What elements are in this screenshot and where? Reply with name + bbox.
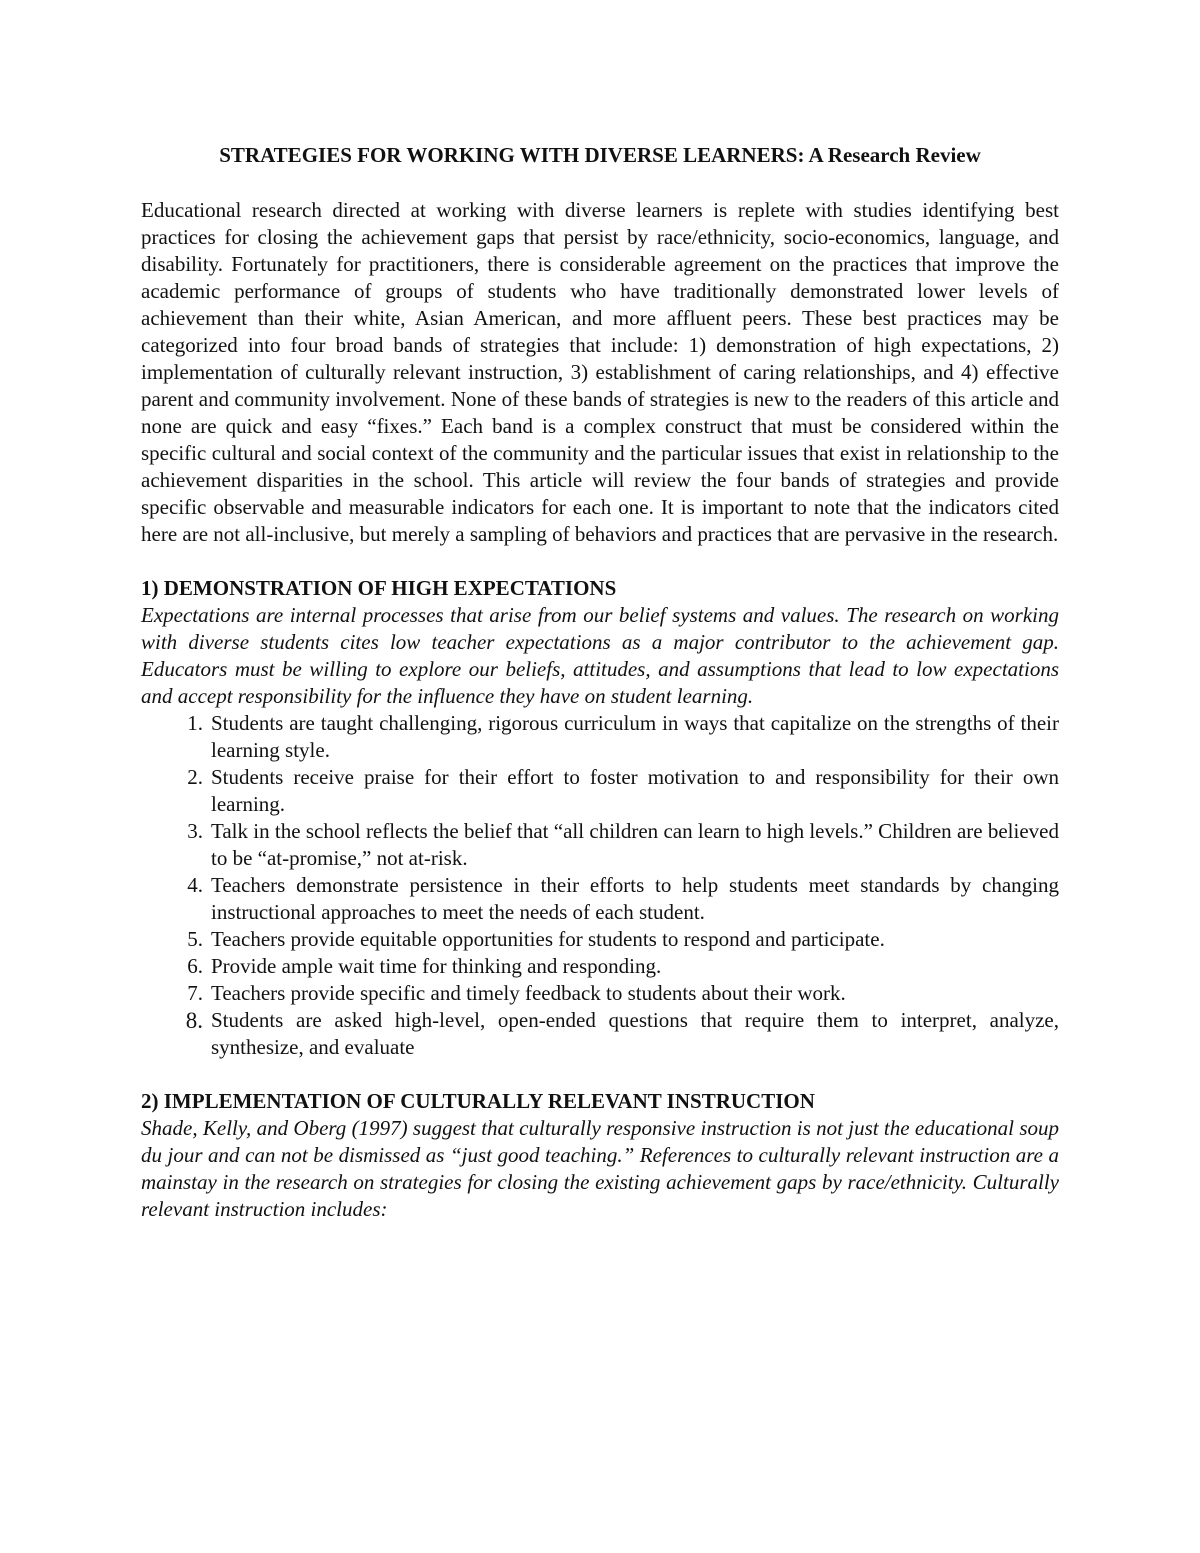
list-item (141, 1007, 1059, 1061)
list-item-number: 6. (187, 954, 203, 978)
list-item-number: 2. (187, 765, 203, 789)
document-title: STRATEGIES FOR WORKING WITH DIVERSE LEARNERS: A Research Review (219, 143, 981, 167)
list-item-text: Teachers provide specific and timely feedback to students about their work. (211, 981, 846, 1005)
list-item-text: Students receive praise for their effort to foster motivation to and responsibility for their own learning. (211, 765, 1059, 816)
intro-paragraph: Educational research directed at working with diverse learners is replete with studies identifying best practices for closing the achievement gaps that persist by race/ethnicity, socio-economics, language, and disability. Fortunately for practitioners, there is considerable agreement on the practices that improve the academic performance of groups of students who have traditionally demonstrated lower levels of achievement than their white, Asian American, and more affluent peers. These best practices may be categorized into four broad bands of strategies that include: 1) demonstration of high expectations, 2) implementation of culturally relevant instruction, 3) establishment of caring relationships, and 4) effective parent and community involvement. None of these bands of strategies is new to the readers of this article and none are quick and easy “fixes.” Each band is a complex construct that must be considered within the specific cultural and social context of the community and the particular issues that exist in relationship to the achievement disparities in the school. This article will review the four bands of strategies and provide specific observable and measurable indicators for each one. It is important to note that the indicators cited here are not all-inclusive, but merely a sampling of behaviors and practices that are pervasive in the research. (141, 198, 1059, 546)
section-2-heading: 2) IMPLEMENTATION OF CULTURALLY RELEVANT INSTRUCTION (141, 1089, 815, 1113)
list-item (141, 872, 1059, 926)
list-item-number: 3. (187, 819, 203, 843)
list-item-text: Students are asked high-level, open-ended questions that require them to interpret, analyze, synthesize, and evaluate (211, 1008, 1059, 1059)
list-item-number: 1. (187, 711, 203, 735)
list-item-number: 5. (187, 927, 203, 951)
section-culturally-relevant-instruction (141, 1088, 1059, 1223)
section-2-lead: Shade, Kelly, and Oberg (1997) suggest that culturally responsive instruction is not just the educational soup du jour and can not be dismissed as “just good teaching.” References to culturally relevant instruction are a mainstay in the research on strategies for closing the existing achievement gaps by race/ethnicity. Culturally relevant instruction includes: (141, 1116, 1059, 1221)
list-item-text: Students are taught challenging, rigorous curriculum in ways that capitalize on the strengths of their learning style. (211, 711, 1059, 762)
list-item (141, 818, 1059, 872)
list-item (141, 926, 1059, 953)
section-high-expectations (141, 575, 1059, 1061)
list-item-text: Teachers provide equitable opportunities for students to respond and participate. (211, 927, 885, 951)
expectations-list (141, 710, 1059, 1061)
list-item (141, 764, 1059, 818)
section-1-heading: 1) DEMONSTRATION OF HIGH EXPECTATIONS (141, 576, 617, 600)
list-item (141, 980, 1059, 1007)
list-item (141, 953, 1059, 980)
list-item-number: 7. (187, 981, 203, 1005)
section-1-lead: Expectations are internal processes that arise from our belief systems and values. The research on working with diverse students cites low teacher expectations as a major contributor to the achievement gap. Educators must be willing to explore our beliefs, attitudes, and assumptions that lead to low expectations and accept responsibility for the influence they have on student learning. (141, 603, 1059, 708)
list-item (141, 710, 1059, 764)
list-item-number: 4. (187, 873, 203, 897)
document-page (141, 142, 1059, 1223)
list-item-text: Talk in the school reflects the belief that “all children can learn to high levels.” Children are believed to be “at-promise,” not at-risk. (211, 819, 1059, 870)
list-item-text: Provide ample wait time for thinking and responding. (211, 954, 662, 978)
list-item-number: 8. (185, 1008, 203, 1033)
list-item-text: Teachers demonstrate persistence in their efforts to help students meet standards by changing instructional approaches to meet the needs of each student. (211, 873, 1059, 924)
